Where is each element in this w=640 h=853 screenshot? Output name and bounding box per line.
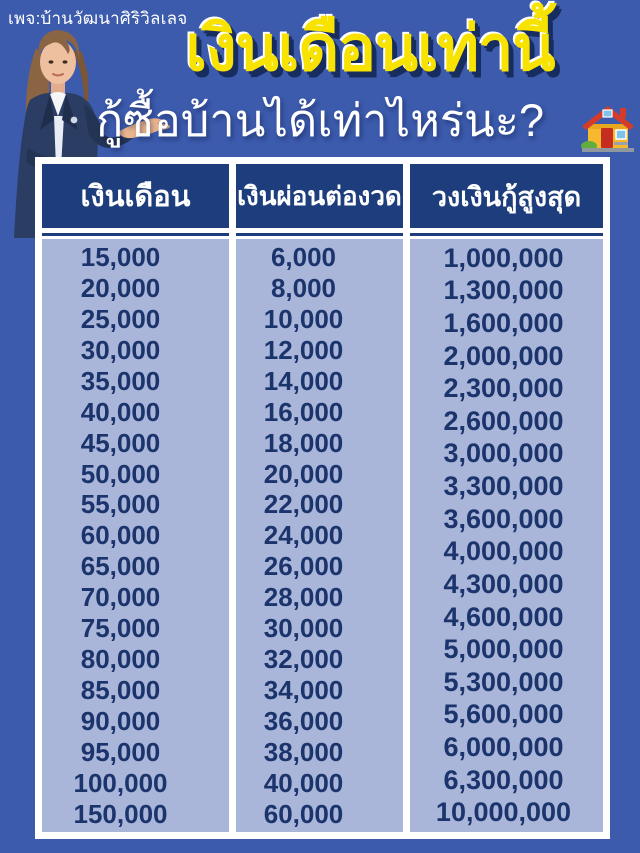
max-loan-column — [410, 239, 603, 832]
installment-value: 60,000 — [263, 798, 344, 829]
column-header-installment: เงินผ่อนต่องวด — [236, 164, 403, 228]
main-title: เงินเดือนเท่านี้ — [185, 14, 555, 84]
installment-value: 14,000 — [263, 365, 344, 396]
column-header-max-loan: วงเงินกู้สูงสุด — [410, 164, 603, 228]
max-loan-value: 6,000,000 — [443, 732, 564, 762]
column-header-salary: เงินเดือน — [42, 164, 229, 228]
installment-value: 38,000 — [263, 736, 344, 767]
salary-value: 100,000 — [73, 767, 168, 798]
salary-value: 75,000 — [80, 613, 161, 644]
installment-value: 30,000 — [263, 613, 344, 644]
max-loan-value: 4,000,000 — [443, 536, 564, 567]
max-loan-value: 3,600,000 — [443, 503, 564, 534]
salary-value: 65,000 — [80, 551, 161, 582]
salary-value: 95,000 — [80, 736, 161, 767]
installment-value: 10,000 — [263, 303, 344, 334]
salary-value: 20,000 — [80, 272, 161, 303]
subtitle: กู้ซื้อบ้านได้เท่าไหร่นะ? — [95, 95, 544, 146]
salary-value: 150,000 — [73, 798, 168, 829]
salary-value: 80,000 — [80, 644, 161, 675]
max-loan-value: 4,300,000 — [443, 568, 564, 599]
max-loan-value: 1,000,000 — [443, 242, 564, 273]
max-loan-value: 5,000,000 — [443, 634, 564, 665]
installment-value: 24,000 — [263, 520, 344, 551]
header-divider — [410, 228, 603, 239]
max-loan-value: 1,600,000 — [443, 307, 564, 338]
installment-value: 20,000 — [263, 458, 344, 489]
max-loan-value: 2,300,000 — [443, 373, 564, 404]
header-divider — [42, 228, 229, 239]
max-loan-value: 3,300,000 — [443, 471, 564, 501]
installment-value: 6,000 — [270, 241, 337, 272]
installment-value: 32,000 — [263, 644, 344, 675]
salary-value: 45,000 — [80, 427, 161, 458]
salary-value: 15,000 — [80, 241, 161, 272]
installment-column — [236, 239, 403, 832]
salary-value: 35,000 — [80, 365, 161, 396]
house-icon — [580, 104, 636, 152]
max-loan-value: 5,300,000 — [443, 666, 564, 697]
page-label: เพจ:บ้านวัฒนาศิริวิลเลจ — [8, 9, 188, 28]
salary-value: 70,000 — [80, 582, 161, 613]
salary-value: 90,000 — [80, 706, 161, 736]
installment-value: 40,000 — [263, 767, 344, 798]
installment-value: 36,000 — [263, 706, 344, 736]
salary-value: 60,000 — [80, 520, 161, 551]
installment-value: 28,000 — [263, 582, 344, 613]
max-loan-value: 4,600,000 — [443, 601, 564, 632]
salary-value: 55,000 — [80, 489, 161, 520]
installment-value: 8,000 — [270, 272, 337, 303]
salary-value: 40,000 — [80, 396, 161, 427]
installment-value: 16,000 — [263, 396, 344, 427]
installment-value: 26,000 — [263, 551, 344, 582]
subtitle-row — [70, 88, 570, 152]
installment-value: 18,000 — [263, 427, 344, 458]
salary-value: 85,000 — [80, 675, 161, 706]
salary-column — [42, 239, 229, 832]
loan-table — [35, 157, 610, 839]
installment-value: 22,000 — [263, 489, 344, 520]
salary-value: 25,000 — [80, 303, 161, 334]
max-loan-value: 3,000,000 — [443, 438, 564, 469]
installment-value: 12,000 — [263, 334, 344, 365]
max-loan-value: 5,600,000 — [443, 699, 564, 730]
salary-value: 50,000 — [80, 458, 161, 489]
salary-value: 30,000 — [80, 334, 161, 365]
max-loan-value: 1,300,000 — [443, 275, 564, 306]
max-loan-value: 6,300,000 — [443, 764, 564, 795]
max-loan-value: 2,000,000 — [443, 340, 564, 371]
max-loan-value: 10,000,000 — [435, 797, 572, 828]
header-divider — [236, 228, 403, 239]
installment-value: 34,000 — [263, 675, 344, 706]
max-loan-value: 2,600,000 — [443, 405, 564, 436]
